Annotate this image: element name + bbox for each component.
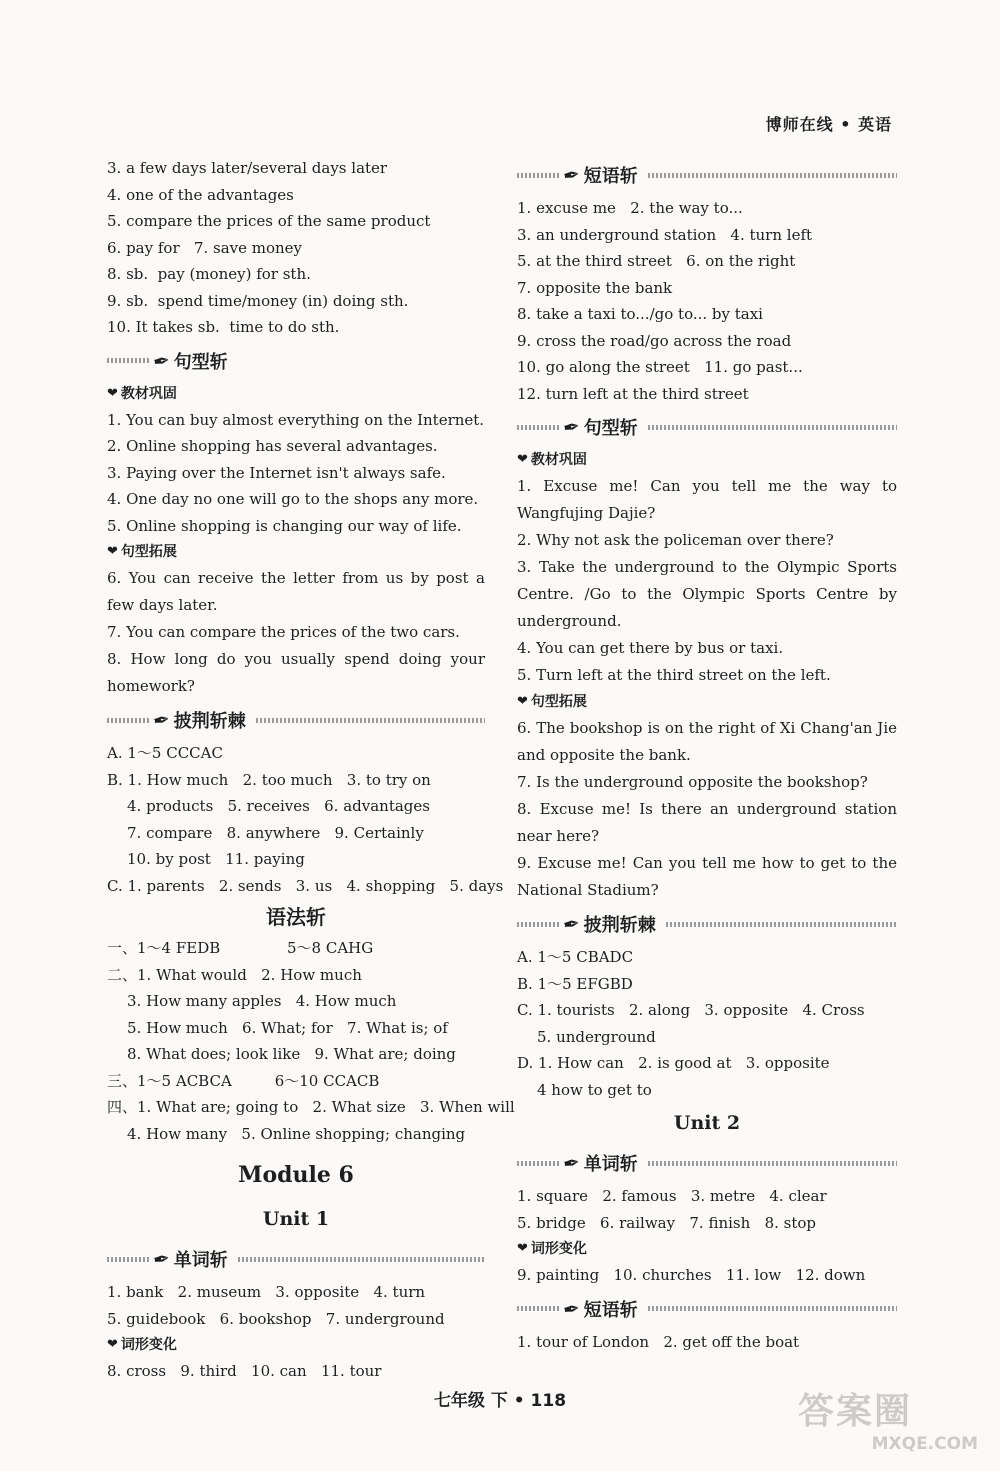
divider <box>517 1306 561 1311</box>
divider <box>238 1257 485 1262</box>
list-item: 7. You can compare the prices of the two cars. <box>107 623 460 641</box>
list-item: 10. go along the street 11. go past... <box>517 358 803 376</box>
heart-icon: ❤ <box>107 385 118 401</box>
sub-header-expand <box>517 689 897 715</box>
section-title: 单词斩 <box>173 1250 228 1271</box>
sub-title: 句型拓展 <box>120 544 177 560</box>
divider <box>517 425 561 430</box>
pen-icon: ✒ <box>561 1149 582 1177</box>
list-item: D. 1. How can 2. is good at 3. opposite <box>517 1054 830 1072</box>
heart-icon: ❤ <box>517 452 528 467</box>
sub-header-wordform <box>107 1332 485 1358</box>
list-item: 8. How long do you usually spend doing your homework? <box>107 650 485 695</box>
list-item: 8. take a taxi to.../go to... by taxi <box>517 305 763 323</box>
list-item: 三、1～5 ACBCA 6～10 CCACB <box>107 1071 380 1090</box>
list-item: 3. Take the underground to the Olympic Sports Centre. /Go to the Olympic Sports Centre by underground. <box>517 558 897 630</box>
list-item: 1. Excuse me! Can you tell me the way to Wangfujing Dajie? <box>517 477 897 522</box>
divider <box>517 173 561 178</box>
list-item: 5. at the third street 6. on the right <box>517 252 796 270</box>
grammar-title: 语法斩 <box>266 905 326 929</box>
list-item: 8. What does; look like 9. What are; doing <box>127 1045 456 1063</box>
list-item: 9. cross the road/go across the road <box>517 331 792 350</box>
list-item: 1. tour of London 2. get off the boat <box>517 1332 800 1351</box>
section-header-sentence <box>517 409 897 445</box>
list-item: 3. How many apples 4. How much <box>127 992 397 1010</box>
heart-icon: ❤ <box>517 694 528 709</box>
list-item: 5. underground <box>537 1027 656 1046</box>
list-item: 3. an underground station 4. turn left <box>517 225 813 244</box>
list-item: 5. How much 6. What; for 7. What is; of <box>127 1018 448 1037</box>
section-title: 句型斩 <box>583 418 638 439</box>
right-column <box>517 155 897 1355</box>
unit-title: Unit 1 <box>262 1208 330 1230</box>
list-item: 4. How many 5. Online shopping; changing <box>127 1124 466 1143</box>
list-item: 4. You can get there by bus or taxi. <box>517 639 784 657</box>
list-item: 1. square 2. famous 3. metre 4. clear <box>517 1187 827 1205</box>
list-item: 四、1. What are; going to 2. What size 3. When will <box>107 1098 515 1116</box>
list-item: 3. Paying over the Internet isn't always safe. <box>107 463 446 482</box>
list-item: 2. Why not ask the policeman over there? <box>517 531 834 549</box>
list-item: 2. Online shopping has several advantages. <box>107 437 438 455</box>
list-item: B. 1. How much 2. too much 3. to try on <box>107 770 431 789</box>
module-title: Module 6 <box>238 1162 354 1188</box>
list-item: 1. You can buy almost everything on the Internet. <box>107 410 485 429</box>
list-item: 8. sb. pay (money) for sth. <box>107 265 311 283</box>
sub-header-wordform <box>517 1236 897 1262</box>
sub-header-expand <box>107 539 485 565</box>
list-item: 1. excuse me 2. the way to... <box>517 199 743 217</box>
pen-icon: ✒ <box>561 1295 582 1322</box>
heart-icon: ❤ <box>517 1241 528 1256</box>
sub-title: 教材巩固 <box>120 385 177 402</box>
list-item: 5. guidebook 6. bookshop 7. underground <box>107 1309 445 1328</box>
divider <box>517 922 561 927</box>
section-header-sentence <box>107 343 485 379</box>
unit-title: Unit 2 <box>673 1112 741 1134</box>
divider <box>107 1257 151 1262</box>
list-item: 9. painting 10. churches 11. low 12. down <box>517 1266 866 1284</box>
pen-icon: ✒ <box>151 1245 172 1273</box>
sub-title: 教材巩固 <box>530 452 587 468</box>
section-header-thorn <box>517 906 897 942</box>
list-item: 5. bridge 6. railway 7. finish 8. stop <box>517 1213 817 1232</box>
list-item: 6. You can receive the letter from us by post a few days later. <box>107 569 485 614</box>
sub-header-textbook <box>517 447 897 473</box>
section-title: 短语斩 <box>583 1299 638 1321</box>
phrase-list <box>107 155 485 341</box>
list-item: 12. turn left at the third street <box>517 384 749 403</box>
list-item: 7. opposite the bank <box>517 278 673 297</box>
list-item: 8. cross 9. third 10. can 11. tour <box>107 1362 382 1380</box>
list-item: 5. compare the prices of the same product <box>107 212 431 230</box>
list-item: A. 1～5 CCCAC <box>107 744 223 762</box>
watermark-url: MXQE.COM <box>871 1434 978 1454</box>
section-title: 短语斩 <box>583 166 638 187</box>
list-item: A. 1～5 CBADC <box>517 948 634 966</box>
list-item: 二、1. What would 2. How much <box>107 965 362 984</box>
divider <box>517 1161 561 1166</box>
pen-icon: ✒ <box>561 413 582 441</box>
section-title: 句型斩 <box>173 351 228 373</box>
watermark-logo <box>798 1383 978 1463</box>
list-item: C. 1. tourists 2. along 3. opposite 4. Cross <box>517 1001 865 1019</box>
divider <box>648 425 897 430</box>
section-header-words <box>517 1145 897 1181</box>
divider <box>648 1161 897 1166</box>
watermark-text: 答案圈 <box>798 1391 913 1432</box>
list-item: 8. Excuse me! Is there an underground station near here? <box>517 800 897 845</box>
pen-icon: ✒ <box>151 347 172 374</box>
section-header-thorn <box>107 702 485 738</box>
pen-icon: ✒ <box>151 706 172 734</box>
heart-icon: ❤ <box>107 1337 118 1352</box>
pen-icon: ✒ <box>561 910 582 938</box>
divider <box>107 718 151 723</box>
list-item: 6. pay for 7. save money <box>107 238 303 257</box>
divider <box>666 922 897 927</box>
divider <box>107 358 151 363</box>
list-item: 4. products 5. receives 6. advantages <box>127 797 430 815</box>
list-item: 4 how to get to <box>537 1080 652 1099</box>
section-title: 披荆斩棘 <box>173 711 246 732</box>
list-item: 1. bank 2. museum 3. opposite 4. turn <box>107 1283 426 1301</box>
left-column <box>107 155 515 1385</box>
sub-title: 词形变化 <box>530 1241 587 1257</box>
section-header-words <box>107 1241 485 1277</box>
sub-title: 句型拓展 <box>530 694 587 710</box>
page-header: 博师在线 • 英语 <box>765 115 892 134</box>
list-item: 4. one of the advantages <box>107 185 294 204</box>
list-item: B. 1～5 EFGBD <box>517 974 633 993</box>
list-item: 5. Turn left at the third street on the left. <box>517 666 831 684</box>
list-item: 3. a few days later/several days later <box>107 159 388 177</box>
sub-title: 词形变化 <box>120 1337 177 1353</box>
page-number: 七年级 下 • 118 <box>433 1391 567 1411</box>
section-header-phrase <box>517 157 897 193</box>
pen-icon: ✒ <box>561 161 582 189</box>
list-item: C. 1. parents 2. sends 3. us 4. shopping 5. days <box>107 876 504 895</box>
list-item: 4. One day no one will go to the shops any more. <box>107 490 479 508</box>
list-item: 5. Online shopping is changing our way of life. <box>107 516 462 535</box>
divider <box>648 1306 897 1311</box>
list-item: 10. It takes sb. time to do sth. <box>107 318 340 336</box>
heart-icon: ❤ <box>107 544 118 559</box>
list-item: 7. Is the underground opposite the bookshop? <box>517 773 868 791</box>
list-item: 9. Excuse me! Can you tell me how to get to the National Stadium? <box>517 854 897 899</box>
section-header-phrase <box>517 1291 897 1327</box>
list-item: 10. by post 11. paying <box>127 850 305 868</box>
list-item: 一、1～4 FEDB 5～8 CAHG <box>107 939 374 957</box>
list-item: 7. compare 8. anywhere 9. Certainly <box>127 823 424 842</box>
divider <box>256 718 485 723</box>
section-title: 披荆斩棘 <box>583 915 656 936</box>
sub-header-textbook <box>107 381 485 407</box>
list-item: 6. The bookshop is on the right of Xi Chang'an Jie and opposite the bank. <box>517 719 897 764</box>
divider <box>648 173 897 178</box>
list-item: 9. sb. spend time/money (in) doing sth. <box>107 291 409 310</box>
section-title: 单词斩 <box>583 1154 638 1175</box>
